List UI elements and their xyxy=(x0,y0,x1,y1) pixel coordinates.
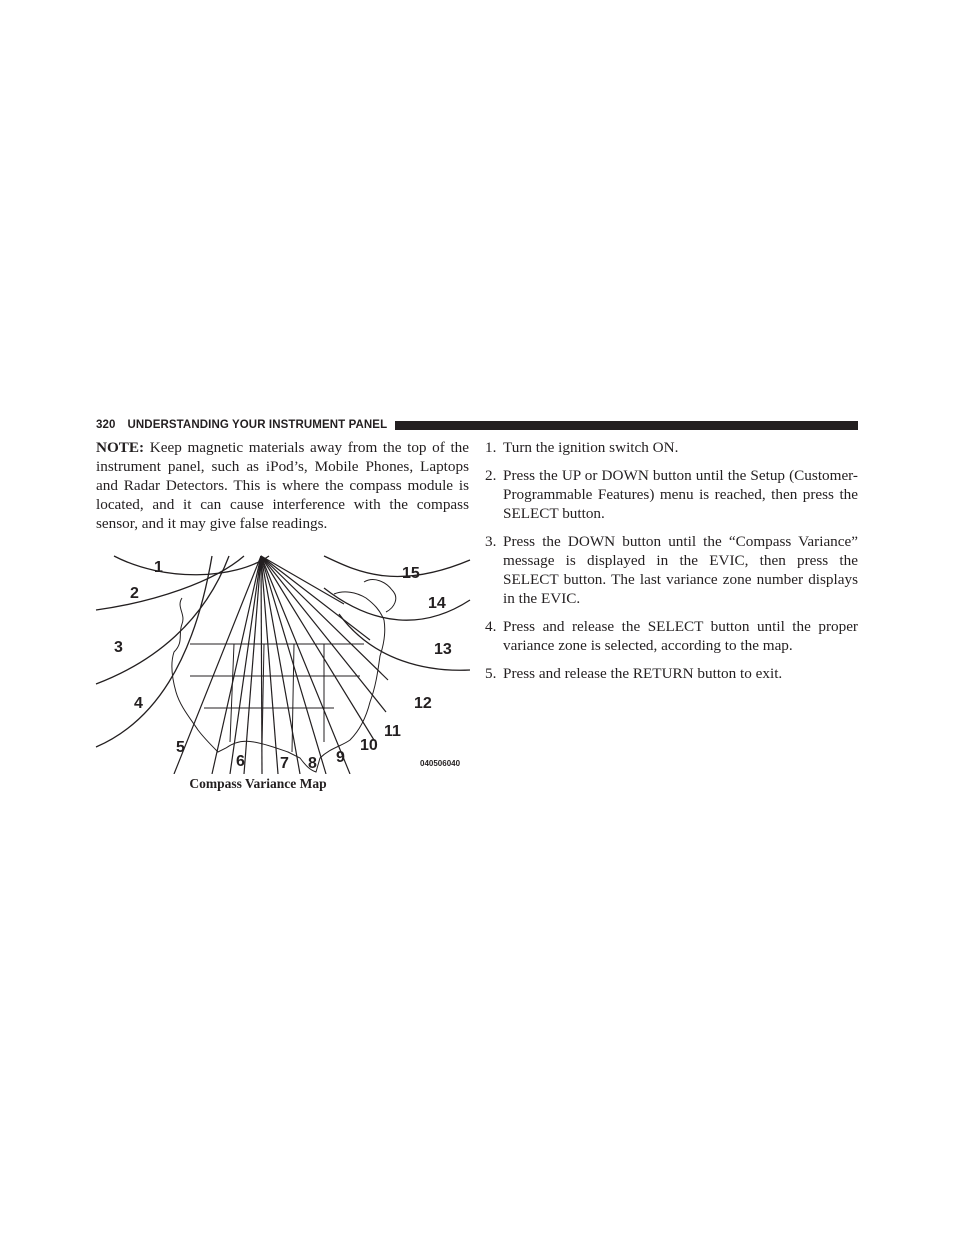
right-column xyxy=(485,438,858,692)
figure-caption: Compass Variance Map xyxy=(189,776,327,791)
left-column xyxy=(96,438,469,533)
step-item xyxy=(485,617,858,655)
compass-variance-map xyxy=(94,552,472,774)
step-text: Press the DOWN button until the “Compass Variance” message is displayed in the EVIC, then press the SELECT button. The last variance zone number displays in the EVIC. xyxy=(503,533,858,607)
step-text: Press the UP or DOWN button until the Setup (Customer-Programmable Features) menu is reached, then press the SELECT button. xyxy=(503,467,858,522)
step-number: 4. xyxy=(485,618,497,635)
note-label: NOTE: xyxy=(96,439,145,456)
page-header xyxy=(96,416,858,434)
step-number: 3. xyxy=(485,533,497,550)
figure-code: 040506040 xyxy=(420,759,461,768)
zone-label-14: 14 xyxy=(428,595,446,612)
zone-label-8: 8 xyxy=(308,755,317,772)
section-title: UNDERSTANDING YOUR INSTRUMENT PANEL xyxy=(127,419,388,431)
zone-label-11: 11 xyxy=(384,723,401,740)
zone-label-15: 15 xyxy=(402,565,420,582)
zone-label-2: 2 xyxy=(130,585,139,602)
note-text: Keep magnetic materials away from the top of the instrument panel, such as iPod’s, Mobile Phones, Laptops and Radar Detectors. This is where the compass module is located, and it can cause interference with the compass sensor, and it may give false readings. xyxy=(96,439,470,532)
step-item xyxy=(485,438,858,457)
zone-boundary-curves xyxy=(96,556,470,747)
map-illustration xyxy=(94,552,472,774)
step-text: Press and release the SELECT button until the proper variance zone is selected, according to the map. xyxy=(503,618,858,654)
step-item xyxy=(485,532,858,608)
header-rule xyxy=(395,421,858,430)
page-number: 320 xyxy=(96,419,116,431)
step-number: 5. xyxy=(485,665,497,682)
zone-label-5: 5 xyxy=(176,739,185,756)
step-number: 2. xyxy=(485,467,497,484)
note-paragraph xyxy=(96,438,469,533)
step-item xyxy=(485,466,858,523)
zone-label-9: 9 xyxy=(336,749,345,766)
zone-label-4: 4 xyxy=(134,695,143,712)
step-number: 1. xyxy=(485,439,497,456)
zone-label-6: 6 xyxy=(236,753,245,770)
zone-label-7: 7 xyxy=(280,755,289,772)
zone-label-13: 13 xyxy=(434,641,452,658)
zone-label-12: 12 xyxy=(414,695,432,712)
zone-label-10: 10 xyxy=(360,737,378,754)
zone-convergence-lines xyxy=(174,556,388,774)
zone-label-1: 1 xyxy=(154,559,163,576)
step-text: Press and release the RETURN button to exit. xyxy=(503,665,783,682)
step-item xyxy=(485,664,858,683)
step-text: Turn the ignition switch ON. xyxy=(503,439,679,456)
zone-label-3: 3 xyxy=(114,639,123,656)
